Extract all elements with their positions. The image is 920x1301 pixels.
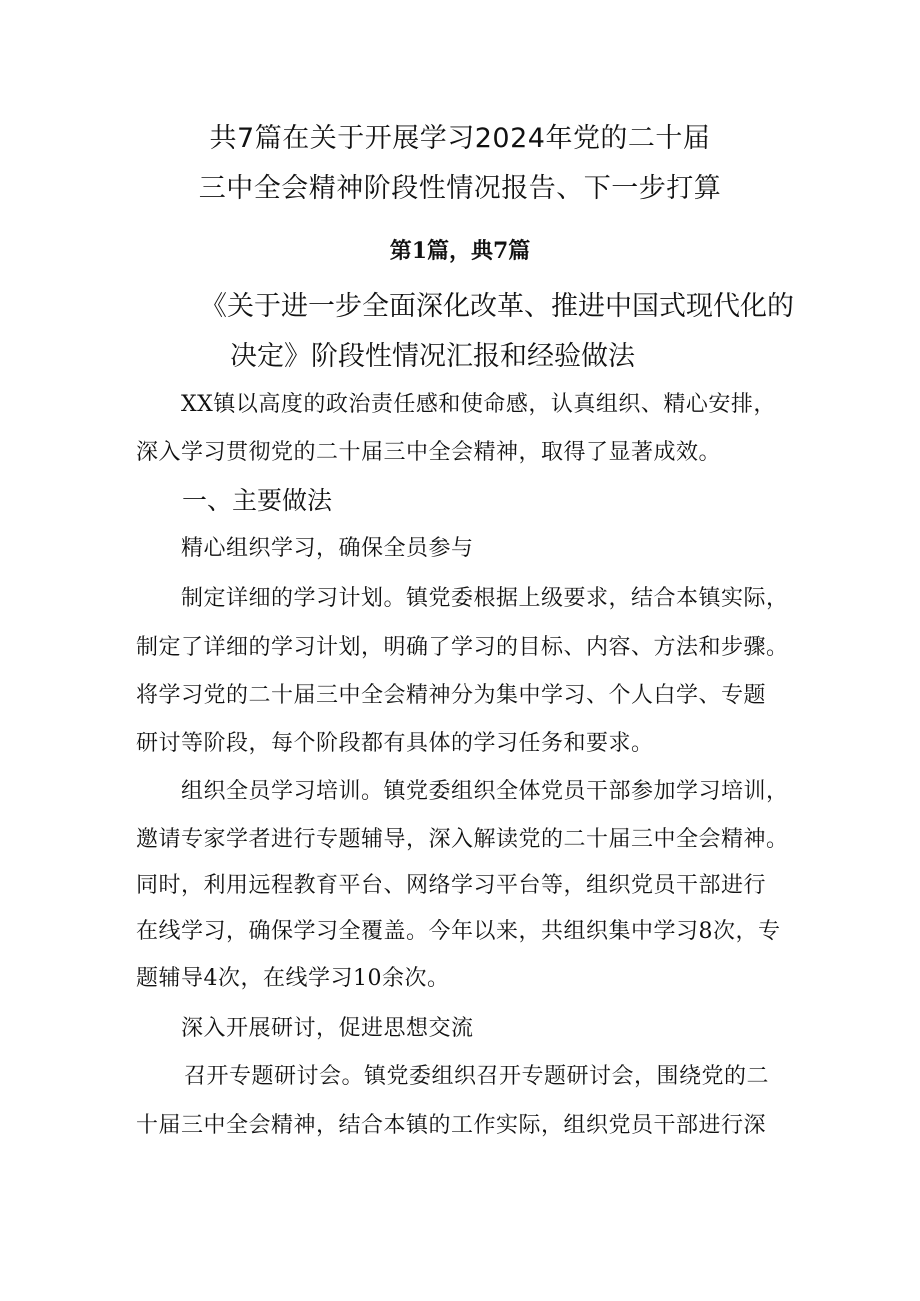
- para1-line-1: 制定详细的学习计划。镇党委根据上级要求，结合本镇实际，: [181, 586, 789, 611]
- sub-heading-2: 深入开展研讨，促进思想交流: [181, 1016, 474, 1041]
- document-title-line-2: 三中全会精神阶段性情况报告、下一步打算: [198, 173, 722, 204]
- para2-line-3: 同时，利用远程教育平台、网络学习平台等，组织党员干部进行: [136, 873, 767, 898]
- section-title-line-2: 决定》阶段性情况汇报和经验做法: [230, 341, 635, 372]
- para3-line-2: 十届三中全会精神，结合本镇的工作实际，组织党员干部进行深: [136, 1113, 767, 1138]
- para3-line-1: 召开专题研讨会。镇党委组织召开专题研讨会，围绕党的二: [184, 1064, 770, 1089]
- section-heading: 一、主要做法: [182, 486, 333, 515]
- para1-line-4: 研讨等阶段，每个阶段都有具体的学习任务和要求。: [136, 731, 654, 756]
- sub-heading-1: 精心组织学习，确保全员参与: [181, 536, 474, 561]
- para2-line-1: 组织全员学习培训。镇党委组织全体党员干部参加学习培训，: [181, 779, 789, 804]
- para1-line-3: 将学习党的二十届三中全会精神分为集中学习、个人白学、专题: [136, 683, 767, 708]
- intro-line-2: 深入学习贯彻党的二十届三中全会精神，取得了显著成效。: [136, 440, 722, 465]
- document-title-line-1: 共7篇在关于开展学习2024年党的二十届: [209, 123, 711, 154]
- intro-line-1: XX镇以高度的政治责任感和使命感，认真组织、精心安排，: [181, 392, 776, 417]
- para1-line-2: 制定了详细的学习计划，明确了学习的目标、内容、方法和步骤。: [136, 635, 789, 660]
- document-subtitle: 第1篇，典7篇: [389, 238, 531, 264]
- para2-line-2: 邀请专家学者进行专题辅导，深入解读党的二十届三中全会精神。: [136, 827, 789, 852]
- para2-line-5: 题辅导4次，在线学习10余次。: [136, 966, 450, 991]
- section-title-line-1: 《关于进一步全面深化改革、推进中国式现代化的: [200, 291, 794, 322]
- para2-line-4: 在线学习，确保学习全覆盖。今年以来，共组织集中学习8次，专: [136, 919, 781, 944]
